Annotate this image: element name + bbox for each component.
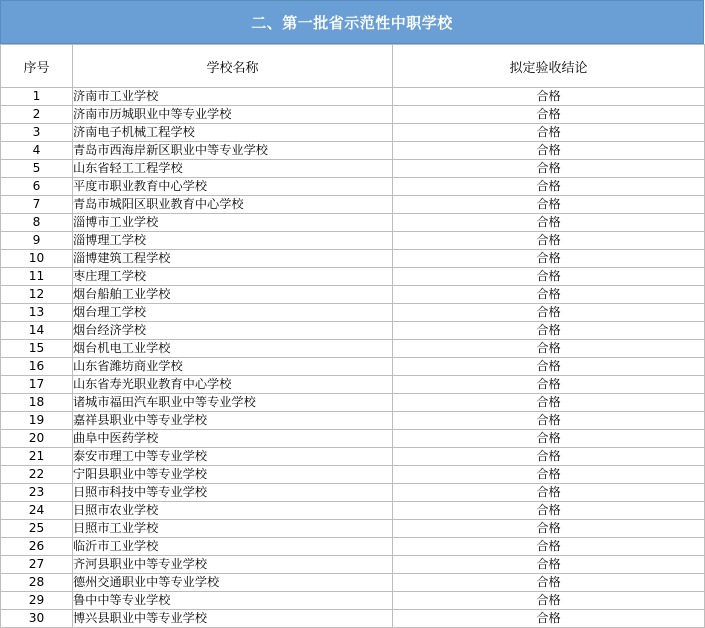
table-row	[1, 556, 705, 574]
table-row	[1, 322, 705, 340]
acceptance-result: 合格	[393, 196, 705, 214]
school-name: 济南市工业学校	[73, 88, 393, 106]
table-row	[1, 250, 705, 268]
row-number: 26	[1, 538, 73, 556]
row-number: 1	[1, 88, 73, 106]
school-name: 山东省轻工工程学校	[73, 160, 393, 178]
acceptance-result: 合格	[393, 520, 705, 538]
acceptance-result: 合格	[393, 106, 705, 124]
table-row	[1, 502, 705, 520]
row-number: 2	[1, 106, 73, 124]
table-row	[1, 286, 705, 304]
table-body	[1, 88, 705, 628]
table-row	[1, 592, 705, 610]
acceptance-result: 合格	[393, 412, 705, 430]
acceptance-result: 合格	[393, 322, 705, 340]
table-row	[1, 430, 705, 448]
row-number: 13	[1, 304, 73, 322]
row-number: 15	[1, 340, 73, 358]
header-no: 序号	[1, 45, 73, 88]
acceptance-result: 合格	[393, 214, 705, 232]
table-title: 二、第一批省示范性中职学校	[251, 13, 453, 32]
table-row	[1, 142, 705, 160]
acceptance-result: 合格	[393, 430, 705, 448]
table-row	[1, 268, 705, 286]
school-name: 淄博市工业学校	[73, 214, 393, 232]
school-name: 齐河县职业中等专业学校	[73, 556, 393, 574]
table-row	[1, 484, 705, 502]
row-number: 22	[1, 466, 73, 484]
row-number: 12	[1, 286, 73, 304]
row-number: 23	[1, 484, 73, 502]
table-row	[1, 412, 705, 430]
school-name: 淄博理工学校	[73, 232, 393, 250]
row-number: 19	[1, 412, 73, 430]
table-row	[1, 376, 705, 394]
table-row	[1, 178, 705, 196]
acceptance-result: 合格	[393, 286, 705, 304]
table-row	[1, 574, 705, 592]
acceptance-result: 合格	[393, 610, 705, 628]
row-number: 11	[1, 268, 73, 286]
acceptance-result: 合格	[393, 358, 705, 376]
table-row	[1, 106, 705, 124]
school-name: 济南市历城职业中等专业学校	[73, 106, 393, 124]
table-row	[1, 214, 705, 232]
row-number: 24	[1, 502, 73, 520]
table-row	[1, 88, 705, 106]
school-name: 临沂市工业学校	[73, 538, 393, 556]
school-name: 烟台船舶工业学校	[73, 286, 393, 304]
school-name: 烟台机电工业学校	[73, 340, 393, 358]
school-name: 泰安市理工中等专业学校	[73, 448, 393, 466]
row-number: 29	[1, 592, 73, 610]
school-name: 日照市科技中等专业学校	[73, 484, 393, 502]
acceptance-result: 合格	[393, 160, 705, 178]
table-row	[1, 538, 705, 556]
acceptance-result: 合格	[393, 142, 705, 160]
table-row	[1, 196, 705, 214]
row-number: 18	[1, 394, 73, 412]
school-name: 曲阜中医药学校	[73, 430, 393, 448]
school-table	[0, 44, 705, 628]
acceptance-result: 合格	[393, 178, 705, 196]
school-name: 宁阳县职业中等专业学校	[73, 466, 393, 484]
acceptance-result: 合格	[393, 448, 705, 466]
school-name: 烟台经济学校	[73, 322, 393, 340]
row-number: 28	[1, 574, 73, 592]
acceptance-result: 合格	[393, 88, 705, 106]
row-number: 21	[1, 448, 73, 466]
row-number: 27	[1, 556, 73, 574]
acceptance-result: 合格	[393, 304, 705, 322]
table-row	[1, 520, 705, 538]
school-name: 青岛市城阳区职业教育中心学校	[73, 196, 393, 214]
row-number: 16	[1, 358, 73, 376]
row-number: 17	[1, 376, 73, 394]
acceptance-result: 合格	[393, 124, 705, 142]
row-number: 3	[1, 124, 73, 142]
row-number: 14	[1, 322, 73, 340]
school-name: 青岛市西海岸新区职业中等专业学校	[73, 142, 393, 160]
school-name: 诸城市福田汽车职业中等专业学校	[73, 394, 393, 412]
row-number: 20	[1, 430, 73, 448]
row-number: 4	[1, 142, 73, 160]
table-row	[1, 466, 705, 484]
school-name: 鲁中中等专业学校	[73, 592, 393, 610]
table-row	[1, 610, 705, 628]
acceptance-result: 合格	[393, 250, 705, 268]
title-bar	[0, 0, 704, 44]
acceptance-result: 合格	[393, 484, 705, 502]
school-name: 烟台理工学校	[73, 304, 393, 322]
table-row	[1, 160, 705, 178]
header-name: 学校名称	[73, 45, 393, 88]
acceptance-result: 合格	[393, 376, 705, 394]
acceptance-result: 合格	[393, 466, 705, 484]
header-result: 拟定验收结论	[393, 45, 705, 88]
row-number: 25	[1, 520, 73, 538]
school-name: 嘉祥县职业中等专业学校	[73, 412, 393, 430]
school-name: 淄博建筑工程学校	[73, 250, 393, 268]
school-name: 博兴县职业中等专业学校	[73, 610, 393, 628]
acceptance-result: 合格	[393, 268, 705, 286]
school-name: 枣庄理工学校	[73, 268, 393, 286]
table-row	[1, 448, 705, 466]
acceptance-result: 合格	[393, 394, 705, 412]
row-number: 8	[1, 214, 73, 232]
school-name: 日照市工业学校	[73, 520, 393, 538]
header-row	[1, 45, 705, 88]
row-number: 30	[1, 610, 73, 628]
table-row	[1, 232, 705, 250]
table-row	[1, 340, 705, 358]
table-row	[1, 394, 705, 412]
row-number: 5	[1, 160, 73, 178]
acceptance-result: 合格	[393, 502, 705, 520]
school-name: 济南电子机械工程学校	[73, 124, 393, 142]
row-number: 7	[1, 196, 73, 214]
school-name: 日照市农业学校	[73, 502, 393, 520]
acceptance-result: 合格	[393, 592, 705, 610]
acceptance-result: 合格	[393, 556, 705, 574]
row-number: 10	[1, 250, 73, 268]
table-row	[1, 304, 705, 322]
acceptance-result: 合格	[393, 538, 705, 556]
row-number: 6	[1, 178, 73, 196]
acceptance-result: 合格	[393, 232, 705, 250]
acceptance-result: 合格	[393, 574, 705, 592]
school-name: 平度市职业教育中心学校	[73, 178, 393, 196]
school-name: 山东省寿光职业教育中心学校	[73, 376, 393, 394]
school-name: 山东省潍坊商业学校	[73, 358, 393, 376]
acceptance-result: 合格	[393, 340, 705, 358]
school-name: 德州交通职业中等专业学校	[73, 574, 393, 592]
row-number: 9	[1, 232, 73, 250]
table-row	[1, 358, 705, 376]
table-row	[1, 124, 705, 142]
